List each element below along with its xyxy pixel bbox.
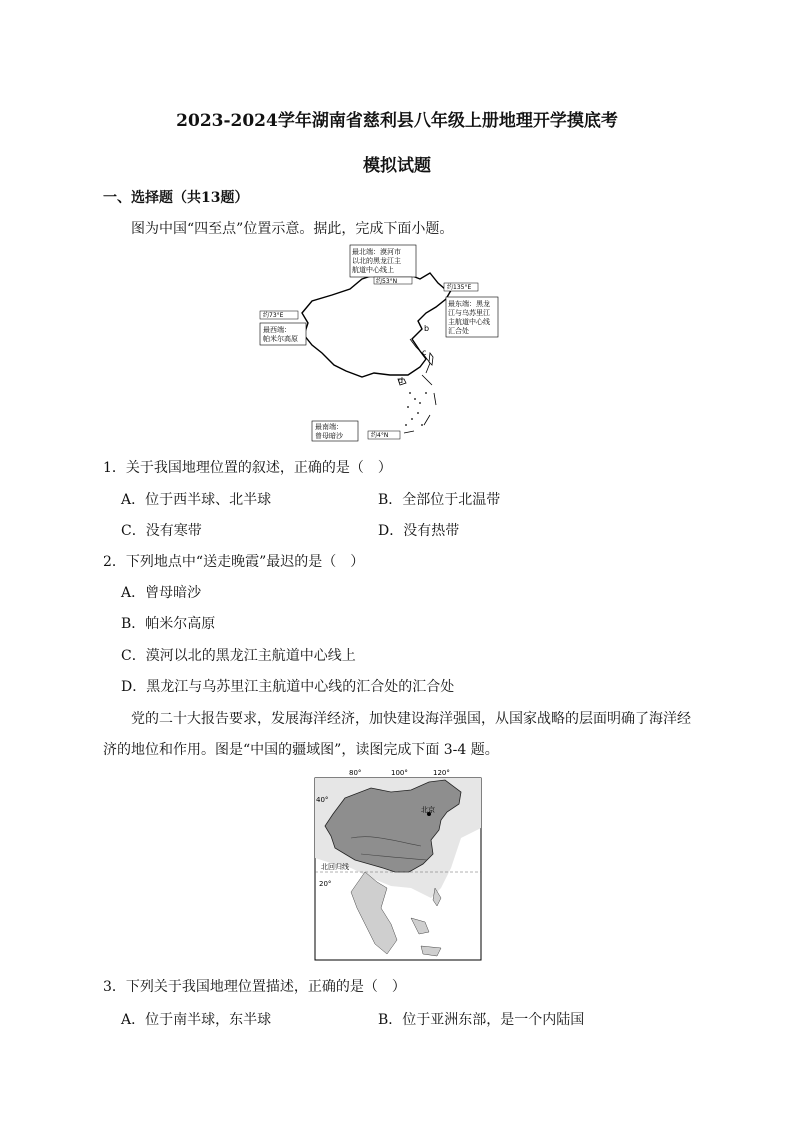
east-point-label-2: 江与乌苏里江: [448, 309, 490, 317]
china-territory-map: [311, 768, 483, 964]
page-subtitle: 模拟试题: [363, 156, 431, 176]
beijing-label: 北京: [421, 806, 435, 814]
point-c-label: c: [422, 348, 427, 357]
china-outline: [302, 271, 454, 377]
north-latitude: 约53°N: [376, 278, 398, 285]
south-point-label: 最南端：: [315, 423, 343, 431]
east-point-label-4: 汇合处: [448, 327, 469, 335]
intro-text-2-cont: 济的地位和作用。图是“中国的疆域图”，读图完成下面 3-4 题。: [103, 742, 499, 758]
question-2-option-d: D．黑龙江与乌苏里江主航道中心线的汇合处的汇合处: [121, 679, 455, 695]
question-3-option-a: A．位于南半球，东半球: [121, 1012, 272, 1028]
coastline: [410, 339, 430, 373]
question-1-option-d: D．没有热带: [378, 523, 460, 539]
intro-text-2: 党的二十大报告要求，发展海洋经济，加快建设海洋强国，从国家战略的层面明确了海洋经: [131, 711, 691, 727]
question-1-option-b: B．全部位于北温带: [378, 492, 501, 508]
question-2-stem: 2．下列地点中“送走晚霞”最迟的是（ ）: [103, 554, 365, 570]
china-extreme-points-map: [250, 243, 510, 443]
question-2-option-a: A．曾母暗沙: [121, 585, 202, 601]
point-d-label: d: [398, 376, 404, 385]
latitude-40-label: 40°: [316, 796, 329, 804]
west-point-label: 最西端：: [263, 326, 291, 334]
west-longitude: 约73°E: [263, 312, 284, 319]
question-2-option-c: C．漠河以北的黑龙江主航道中心线上: [121, 648, 356, 664]
latitude-20-label: 20°: [319, 880, 332, 888]
page-title: 2023-2024学年湖南省慈利县八年级上册地理开学摸底考: [176, 111, 618, 131]
section-heading: 一、选择题（共13题）: [103, 190, 249, 206]
east-point-label: 最东端：黑龙: [448, 300, 490, 308]
longitude-80-label: 80°: [349, 769, 362, 777]
south-point-label-2: 曾母暗沙: [315, 432, 343, 440]
north-point-label: 最北端：漠河市: [352, 248, 401, 256]
west-point-label-2: 帕米尔高原: [263, 335, 298, 343]
question-1-option-c: C．没有寒带: [121, 523, 202, 539]
longitude-100-label: 100°: [391, 769, 408, 777]
question-2-option-b: B．帕米尔高原: [121, 616, 216, 632]
east-longitude: 约135°E: [447, 284, 472, 291]
south-latitude: 约4°N: [371, 432, 389, 439]
question-1-stem: 1．关于我国地理位置的叙述，正确的是（ ）: [103, 460, 392, 476]
question-3-stem: 3．下列关于我国地理位置描述，正确的是（ ）: [103, 979, 406, 995]
north-point-label-3: 航道中心线上: [352, 266, 394, 274]
north-point-label-2: 以北的黑龙江主: [352, 257, 401, 265]
question-1-option-a: A．位于西半球、北半球: [121, 492, 272, 508]
intro-text-1: 图为中国“四至点”位置示意。据此，完成下面小题。: [131, 221, 454, 237]
longitude-120-label: 120°: [433, 769, 450, 777]
point-b-label: b: [424, 324, 430, 333]
tropic-label: 北回归线: [321, 863, 349, 871]
question-3-option-b: B．位于亚洲东部，是一个内陆国: [378, 1012, 585, 1028]
nine-dash-line: [404, 375, 436, 433]
south-china-sea-islands: [405, 392, 427, 426]
east-point-label-3: 主航道中心线: [448, 318, 490, 326]
